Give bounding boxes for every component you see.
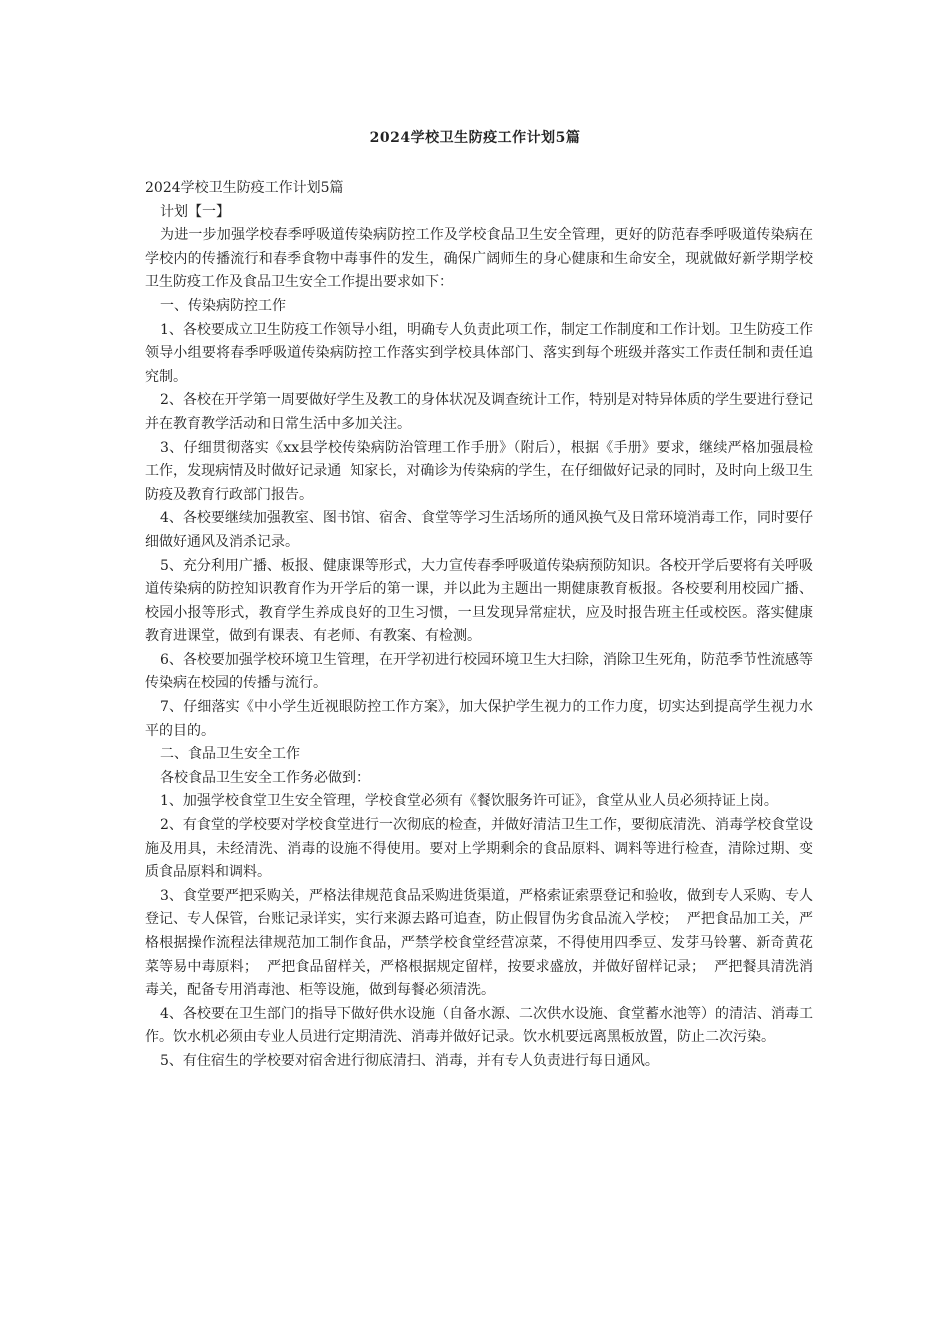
document-subtitle: 2024学校卫生防疫工作计划5篇 bbox=[145, 180, 344, 196]
paragraph-item: 1、各校要成立卫生防疫工作领导小组，明确专人负责此项工作，制定工作制度和工作计划。卫生防疫工作领导小组要将春季呼吸道传染病防控工作落实到学校具体部门、落实到每个班级并落实工作责任制和责任追究制。 bbox=[145, 321, 813, 385]
section-heading-food-safety: 二、食品卫生安全工作 bbox=[160, 746, 300, 763]
paragraph-item: 7、仔细落实《中小学生近视眼防控工作方案》，加大保护学生视力的工作力度，切实达到提高学生视力水平的目的。 bbox=[145, 699, 813, 739]
document-title: 2024学校卫生防疫工作计划5篇 bbox=[369, 130, 581, 146]
paragraph-item: 各校食品卫生安全工作务必做到： bbox=[160, 769, 370, 786]
intro-paragraph: 为进一步加强学校春季呼吸道传染病防控工作及学校食品卫生安全管理，更好的防范春季呼吸道传染病在学校内的传播流行和春季食物中毒事件的发生，确保广阔师生的身心健康和生命安全，现就做好新学期学校卫生防疫工作及食品卫生安全工作提出要求如下： bbox=[145, 227, 813, 291]
paragraph-item: 4、各校要继续加强教室、图书馆、宿舍、食堂等学习生活场所的通风换气及日常环境消毒工作，同时要仔细做好通风及消杀记录。 bbox=[145, 510, 813, 550]
paragraph-item: 3、仔细贯彻落实《xx县学校传染病防治管理工作手册》（附后），根据《手册》要求，继续严格加强晨检工作，发现病情及时做好记录通 知家长，对确诊为传染病的学生，在仔细做好记录的同时，及时向上级卫生防疫及教育行政部门报告。 bbox=[145, 439, 813, 503]
paragraph-item: 5、有住宿生的学校要对宿舍进行彻底清扫、消毒，并有专人负责进行每日通风。 bbox=[160, 1052, 659, 1069]
paragraph-item: 4、各校要在卫生部门的指导下做好供水设施（自备水源、二次供水设施、食堂蓄水池等）的清洁、消毒工作。饮水机必须由专业人员进行定期清洗、消毒并做好记录。饮水机要远离黑板放置，防止二次污染。 bbox=[145, 1005, 813, 1046]
section-heading-disease-control: 一、传染病防控工作 bbox=[160, 297, 286, 314]
paragraph-item: 2、有食堂的学校要对学校食堂进行一次彻底的检查，并做好清洁卫生工作，要彻底清洗、消毒学校食堂设施及用具，未经清洗、消毒的设施不得使用。要对上学期剩余的食品原料、调料等进行检查，清除过期、变质食品原料和调料。 bbox=[145, 817, 813, 881]
paragraph-item: 2、各校在开学第一周要做好学生及教工的身体状况及调查统计工作，特别是对特异体质的学生要进行登记并在教育教学活动和日常生活中多加关注。 bbox=[145, 392, 813, 432]
document-body bbox=[145, 177, 813, 1074]
paragraph-item: 6、各校要加强学校环境卫生管理，在开学初进行校园环境卫生大扫除，消除卫生死角，防范季节性流感等传染病在校园的传播与流行。 bbox=[145, 651, 813, 692]
paragraph-item: 1、加强学校食堂卫生安全管理，学校食堂必须有《餐饮服务许可证》，食堂从业人员必须持证上岗。 bbox=[160, 793, 778, 810]
paragraph-item: 3、食堂要严把采购关，严格法律规范食品采购进货渠道，严格索证索票登记和验收，做到专人采购、专人登记、专人保管，台账记录详实，实行来源去路可追查，防止假冒伪劣食品流入学校； 严把食品加工关，严格根据操作流程法律规范加工制作食品，严禁学校食堂经营凉菜，不得使用四季豆、发芽马铃薯、新奇黄花菜等易中毒原料； 严把食品留样关，严格根据规定留样，按要求盛放，并做好留样记录； 严把餐具清洗消毒关，配备专用消毒池、柜等设施，做到每餐必须清洗。 bbox=[145, 887, 813, 999]
section-heading-plan-1: 计划【一】 bbox=[160, 203, 230, 220]
paragraph-item: 5、充分利用广播、板报、健康课等形式，大力宣传春季呼吸道传染病预防知识。各校开学后要将有关呼吸道传染病的防控知识教育作为开学后的第一课，并以此为主题出一期健康教育板报。各校要利用校园广播、校园小报等形式，教育学生养成良好的卫生习惯，一旦发现异常症状，应及时报告班主任或校医。落实健康教育进课堂，做到有课表、有老师、有教案、有检测。 bbox=[145, 557, 813, 645]
